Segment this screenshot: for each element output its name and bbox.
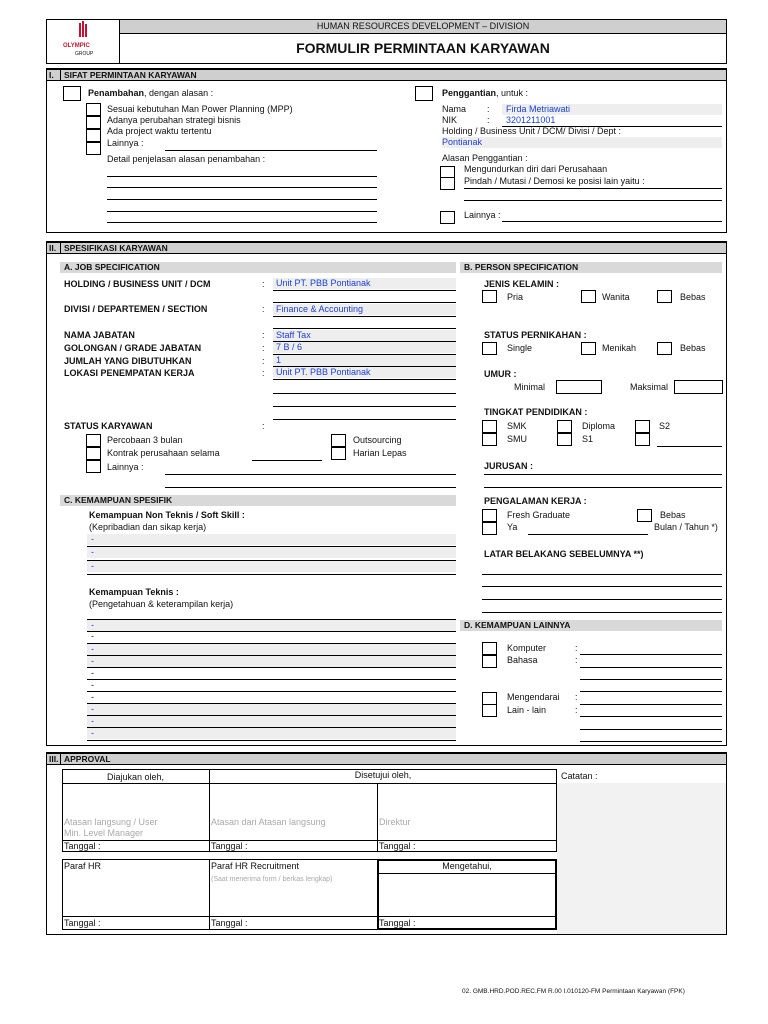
tanggal-5: Tanggal :	[211, 918, 248, 928]
detail-line-5	[107, 222, 377, 223]
status-outsourcing: Outsourcing	[353, 435, 402, 445]
footer-code: 02. GMB.HRD.POD.REC.FM R.00 I.010120-FM Permintaan Karyawan (FPK)	[462, 988, 685, 995]
non-teknis-shade-1	[87, 534, 456, 545]
teknis-line-7	[87, 691, 456, 692]
penggantian-lainnya: Lainnya :	[464, 210, 501, 220]
pengalaman-ya: Ya	[507, 522, 518, 532]
reason-checkbox-project[interactable]	[86, 129, 101, 142]
teknis-item-3[interactable]: -	[91, 644, 94, 654]
edu-checkbox-other[interactable]	[635, 433, 650, 446]
jurusan-line-1	[484, 474, 722, 475]
detail-line-2	[107, 187, 377, 188]
teknis-line-2	[87, 631, 456, 632]
section2-title: SPESIFIKASI KARYAWAN	[64, 243, 168, 253]
lain-mengendarai: Mengendarai	[507, 692, 560, 702]
teknis-shade-4	[87, 656, 456, 667]
teknis-item-5[interactable]: -	[91, 668, 94, 678]
direktur: Direktur	[379, 817, 411, 827]
teknis-item-6[interactable]: -	[91, 680, 94, 690]
non-teknis-sub: (Kepribadian dan sikap kerja)	[89, 522, 207, 532]
status-checkbox-harian[interactable]	[331, 447, 346, 460]
lokasi-colon: :	[262, 368, 265, 378]
approval-col-2	[377, 783, 378, 852]
penggantian-lainnya-checkbox[interactable]	[440, 211, 455, 224]
tanggal-3: Tanggal :	[379, 841, 416, 851]
nama-value[interactable]: Firda Metriawati	[506, 104, 571, 114]
nikah-checkbox-menikah[interactable]	[581, 342, 596, 355]
holding-bu-colon: :	[262, 279, 265, 289]
teknis-shade-1	[87, 620, 456, 631]
section3-num-divider	[60, 753, 61, 765]
lain-komputer: Komputer	[507, 643, 547, 653]
teknis-item-10[interactable]: -	[91, 728, 94, 738]
teknis-shade-9	[87, 716, 456, 727]
nikah-checkbox-single[interactable]	[482, 342, 497, 355]
status-checkbox-outsourcing[interactable]	[331, 434, 346, 447]
non-teknis-item-3[interactable]: -	[91, 561, 94, 571]
paraf-tanggal-line	[62, 916, 557, 917]
status-lainnya: Lainnya :	[107, 462, 144, 472]
non-teknis-line-3	[87, 574, 456, 575]
nama-label: Nama	[442, 104, 467, 114]
holding-shade	[442, 137, 722, 148]
non-teknis-shade-2	[87, 547, 456, 558]
lokasi-line-4	[273, 419, 456, 420]
jumlah-shade	[273, 355, 456, 366]
penggantian-bold: Penggantian	[442, 88, 497, 98]
gender-checkbox-wanita[interactable]	[581, 290, 596, 303]
lain-komputer-colon: :	[575, 643, 578, 653]
person-spec-header: B. PERSON SPECIFICATION	[460, 262, 722, 273]
bahasa-line-2	[580, 679, 722, 680]
jenis-kelamin-label: JENIS KELAMIN :	[484, 279, 560, 289]
approval-col-1	[209, 769, 210, 852]
lain-bahasa-colon: :	[575, 655, 578, 665]
tanggal-6: Tanggal :	[379, 918, 416, 928]
edu-checkbox-s2[interactable]	[635, 420, 650, 433]
penggantian-rest: , untuk :	[496, 88, 529, 98]
teknis-line-1	[87, 619, 456, 620]
lain-mengendarai-colon: :	[575, 692, 578, 702]
divisi-label: DIVISI / DEPARTEMEN / SECTION	[64, 304, 208, 314]
status-karyawan-label: STATUS KARYAWAN	[64, 421, 153, 431]
holding-bu-line-2	[273, 302, 456, 303]
paraf-rec-note: (Saat menerima form / berkas lengkap)	[211, 876, 333, 883]
jurusan-label: JURUSAN :	[484, 461, 534, 471]
lain-checkbox-lainlain[interactable]	[482, 704, 497, 717]
mutasi-line-2	[464, 200, 722, 201]
kontrak-line	[252, 460, 322, 461]
holding-bu-line	[273, 290, 456, 291]
division-text: HUMAN RESOURCES DEVELOPMENT – DIVISION	[316, 21, 530, 31]
alasan-label: Alasan Penggantian :	[442, 153, 528, 163]
olympic-logo	[58, 21, 108, 61]
tanggal-4: Tanggal :	[64, 918, 101, 928]
pendidikan-label: TINGKAT PENDIDIKAN :	[484, 407, 588, 417]
lokasi-line-1	[273, 379, 456, 380]
paraf-rec: Paraf HR Recruitment	[211, 861, 300, 871]
status-checkbox-lainnya[interactable]	[86, 460, 101, 473]
nikah-single: Single	[507, 343, 533, 353]
reason-other-line	[165, 150, 377, 151]
holding-bu-value[interactable]: Unit PT. PBB Pontianak	[276, 278, 371, 288]
lain-checkbox-bahasa[interactable]	[482, 655, 497, 668]
logo-sub: GROUP	[75, 51, 94, 57]
teknis-line-11	[87, 740, 456, 741]
latar-line-3	[482, 599, 722, 600]
umur-minimal: Minimal	[514, 382, 546, 392]
nama-colon: :	[487, 104, 490, 114]
gender-checkbox-pria[interactable]	[482, 290, 497, 303]
lokasi-line-3	[273, 406, 456, 407]
jabatan-value[interactable]: Staff Tax	[276, 330, 311, 340]
latar-label: LATAR BELAKANG SEBELUMNYA **)	[484, 549, 644, 559]
divisi-line-2	[273, 328, 456, 329]
edu-checkbox-smu[interactable]	[482, 433, 497, 446]
reason-project: Ada project waktu tertentu	[107, 126, 212, 136]
pengalaman-bebas: Bebas	[660, 510, 686, 520]
section1-num: I.	[49, 70, 54, 80]
mengetahui-head-line	[377, 873, 557, 874]
golongan-label: GOLONGAN / GRADE JABATAN	[64, 343, 202, 353]
holding-value[interactable]: Pontianak	[442, 137, 483, 147]
lainlain-line-3	[580, 741, 722, 742]
penambahan-checkbox[interactable]	[63, 86, 81, 101]
nikah-menikah: Menikah	[602, 343, 637, 353]
status-lainnya-line-1	[165, 474, 456, 475]
teknis-sub: (Pengetahuan & keterampilan kerja)	[89, 599, 234, 609]
tanggal-1: Tanggal :	[64, 841, 101, 851]
catatan-area[interactable]	[557, 783, 726, 934]
pengalaman-label: PENGALAMAN KERJA :	[484, 496, 587, 506]
paraf-col-1	[209, 859, 210, 930]
latar-line-1	[482, 574, 722, 575]
teknis-shade-10	[87, 728, 456, 739]
reason-checkbox-mpp[interactable]	[86, 103, 101, 116]
paraf-hr: Paraf HR	[64, 861, 102, 871]
status-kontrak: Kontrak perusahaan selama	[107, 448, 220, 458]
edu-checkbox-diploma[interactable]	[557, 420, 572, 433]
gender-pria: Pria	[507, 292, 524, 302]
lainlain-line-1	[580, 716, 722, 717]
reason-checkbox-other[interactable]	[86, 142, 101, 155]
pengalaman-ya-line	[528, 534, 648, 535]
bahasa-line-1	[580, 667, 722, 668]
umur-maksimal-input[interactable]	[674, 380, 723, 394]
teknis-line-6	[87, 679, 456, 680]
latar-line-2	[482, 586, 722, 587]
lokasi-label: LOKASI PENEMPATAN KERJA	[64, 368, 195, 378]
edu-smu: SMU	[507, 434, 527, 444]
edu-other-line	[657, 446, 722, 447]
status-karyawan-colon: :	[262, 421, 265, 431]
teknis-label: Kemampuan Teknis :	[89, 587, 179, 597]
pengalaman-checkbox-bebas[interactable]	[637, 509, 652, 522]
umur-label: UMUR :	[484, 369, 517, 379]
penambahan-rest: , dengan alasan :	[144, 88, 214, 98]
edu-checkbox-smk[interactable]	[482, 420, 497, 433]
disetujui-label: Disetujui oleh,	[354, 770, 412, 780]
edu-s2: S2	[659, 421, 671, 431]
reason-checkbox-strategy[interactable]	[86, 116, 101, 129]
non-teknis-label: Kemampuan Non Teknis / Soft Skill :	[89, 510, 245, 520]
teknis-item-1[interactable]: -	[91, 620, 94, 630]
nikah-bebas: Bebas	[680, 343, 706, 353]
jabatan-colon: :	[262, 330, 265, 340]
section1-title: SIFAT PERMINTAAN KARYAWAN	[64, 70, 197, 80]
mutasi-line-1	[464, 188, 722, 189]
jurusan-line-2	[484, 487, 722, 488]
nikah-checkbox-bebas[interactable]	[657, 342, 672, 355]
section2-header	[47, 242, 726, 254]
kemampuan-lain-header: D. KEMAMPUAN LAINNYA	[460, 620, 722, 631]
edu-diploma: Diploma	[582, 421, 616, 431]
holding-bu-label: HOLDING / BUSINESS UNIT / DCM	[64, 279, 211, 289]
penggantian-lainnya-line	[502, 221, 722, 222]
latar-line-4	[482, 612, 722, 613]
approval-tanggal-line	[62, 840, 557, 841]
reason-strategy: Adanya perubahan strategi bisnis	[107, 115, 241, 125]
jumlah-colon: :	[262, 356, 265, 366]
pengalaman-checkbox-ya[interactable]	[482, 522, 497, 535]
reason-other: Lainnya :	[107, 138, 144, 148]
golongan-colon: :	[262, 343, 265, 353]
edu-checkbox-s1[interactable]	[557, 433, 572, 446]
teknis-shade-8	[87, 704, 456, 715]
section2-num-divider	[60, 242, 61, 254]
non-teknis-shade-3	[87, 561, 456, 572]
job-spec-header: A. JOB SPECIFICATION	[60, 262, 456, 273]
golongan-value[interactable]: 7 B / 6	[276, 342, 303, 352]
pengalaman-bulan-tahun: Bulan / Tahun *)	[654, 522, 718, 532]
mengetahui-label: Mengetahui,	[442, 861, 492, 871]
penambahan-bold: Penambahan	[88, 88, 145, 98]
section2-num: II.	[49, 243, 57, 253]
teknis-shade-3	[87, 644, 456, 655]
lainlain-line-2	[580, 729, 722, 730]
detail-line-1	[107, 176, 377, 177]
gender-wanita: Wanita	[602, 292, 630, 302]
min-level: Min. Level Manager	[64, 828, 144, 838]
logo-text: OLYMPIC	[63, 43, 90, 49]
gender-bebas: Bebas	[680, 292, 706, 302]
lokasi-line-2	[273, 393, 456, 394]
kemampuan-header: C. KEMAMPUAN SPESIFIK	[60, 495, 456, 506]
approval-head-line	[62, 783, 557, 784]
edu-smk: SMK	[507, 421, 527, 431]
atasan-dari: Atasan dari Atasan langsung	[211, 817, 326, 827]
alasan-resign: Mengundurkan diri dari Perusahaan	[464, 164, 608, 174]
edu-s1: S1	[582, 434, 594, 444]
status-percobaan: Percobaan 3 bulan	[107, 435, 183, 445]
alasan-checkbox-mutasi[interactable]	[440, 177, 455, 190]
teknis-item-9[interactable]: -	[91, 716, 94, 726]
detail-label: Detail penjelasan alasan penambahan :	[107, 154, 266, 164]
lain-lainlain-colon: :	[575, 705, 578, 715]
detail-line-3	[107, 199, 377, 200]
catatan-label: Catatan :	[561, 771, 598, 781]
lain-checkbox-komputer[interactable]	[482, 642, 497, 655]
jumlah-value[interactable]: 1	[276, 355, 282, 365]
alasan-mutasi: Pindah / Mutasi / Demosi ke posisi lain yaitu :	[464, 176, 645, 186]
divisi-line	[273, 316, 456, 317]
atasan-langsung: Atasan langsung / User	[64, 817, 158, 827]
divisi-colon: :	[262, 304, 265, 314]
penggantian-label	[442, 88, 528, 99]
nik-colon: :	[487, 115, 490, 125]
lokasi-value[interactable]: Unit PT. PBB Pontianak	[276, 367, 371, 377]
nik-label: NIK	[442, 115, 458, 125]
teknis-item-2[interactable]: -	[91, 631, 94, 641]
section1-num-divider	[60, 69, 61, 81]
reason-mpp: Sesuai kebutuhan Man Power Planning (MPP)	[107, 104, 293, 114]
detail-line-4	[107, 211, 377, 212]
penambahan-label	[88, 88, 213, 99]
komputer-line	[580, 654, 722, 655]
gender-checkbox-bebas[interactable]	[657, 290, 672, 303]
teknis-item-8[interactable]: -	[91, 704, 94, 714]
pengalaman-fresh: Fresh Graduate	[507, 510, 571, 520]
lain-lainlain: Lain - lain	[507, 705, 547, 715]
holding-label: Holding / Business Unit / DCM/ Divisi / Dept :	[442, 126, 622, 136]
jumlah-label: JUMLAH YANG DIBUTUHKAN	[64, 356, 192, 366]
penggantian-checkbox[interactable]	[415, 86, 433, 101]
umur-minimal-input[interactable]	[556, 380, 602, 394]
lain-bahasa: Bahasa	[507, 655, 538, 665]
section1-header	[47, 69, 726, 81]
umur-maksimal: Maksimal	[630, 382, 669, 392]
status-checkbox-percobaan[interactable]	[86, 434, 101, 447]
form-title: FORMULIR PERMINTAAN KARYAWAN	[296, 40, 550, 56]
section3-num: III.	[49, 754, 59, 764]
status-harian: Harian Lepas	[353, 448, 407, 458]
pengalaman-checkbox-fresh[interactable]	[482, 509, 497, 522]
status-checkbox-kontrak[interactable]	[86, 447, 101, 460]
bahasa-line-3	[580, 691, 722, 692]
tanggal-2: Tanggal :	[211, 841, 248, 851]
nik-value[interactable]: 3201211001	[506, 115, 556, 125]
teknis-line-5	[87, 667, 456, 668]
non-teknis-item-2[interactable]: -	[91, 547, 94, 557]
divisi-value[interactable]: Finance & Accounting	[276, 304, 364, 314]
status-lainnya-line-2	[165, 487, 456, 488]
teknis-item-4[interactable]: -	[91, 656, 94, 666]
diajukan-label: Diajukan oleh,	[106, 772, 165, 782]
teknis-item-7[interactable]: -	[91, 692, 94, 702]
jabatan-label: NAMA JABATAN	[64, 330, 135, 340]
section3-header	[47, 753, 726, 765]
non-teknis-item-1[interactable]: -	[91, 534, 94, 544]
mengendarai-line	[580, 704, 722, 705]
status-nikah-label: STATUS PERNIKAHAN :	[484, 330, 587, 340]
section3-title: APPROVAL	[64, 754, 111, 764]
